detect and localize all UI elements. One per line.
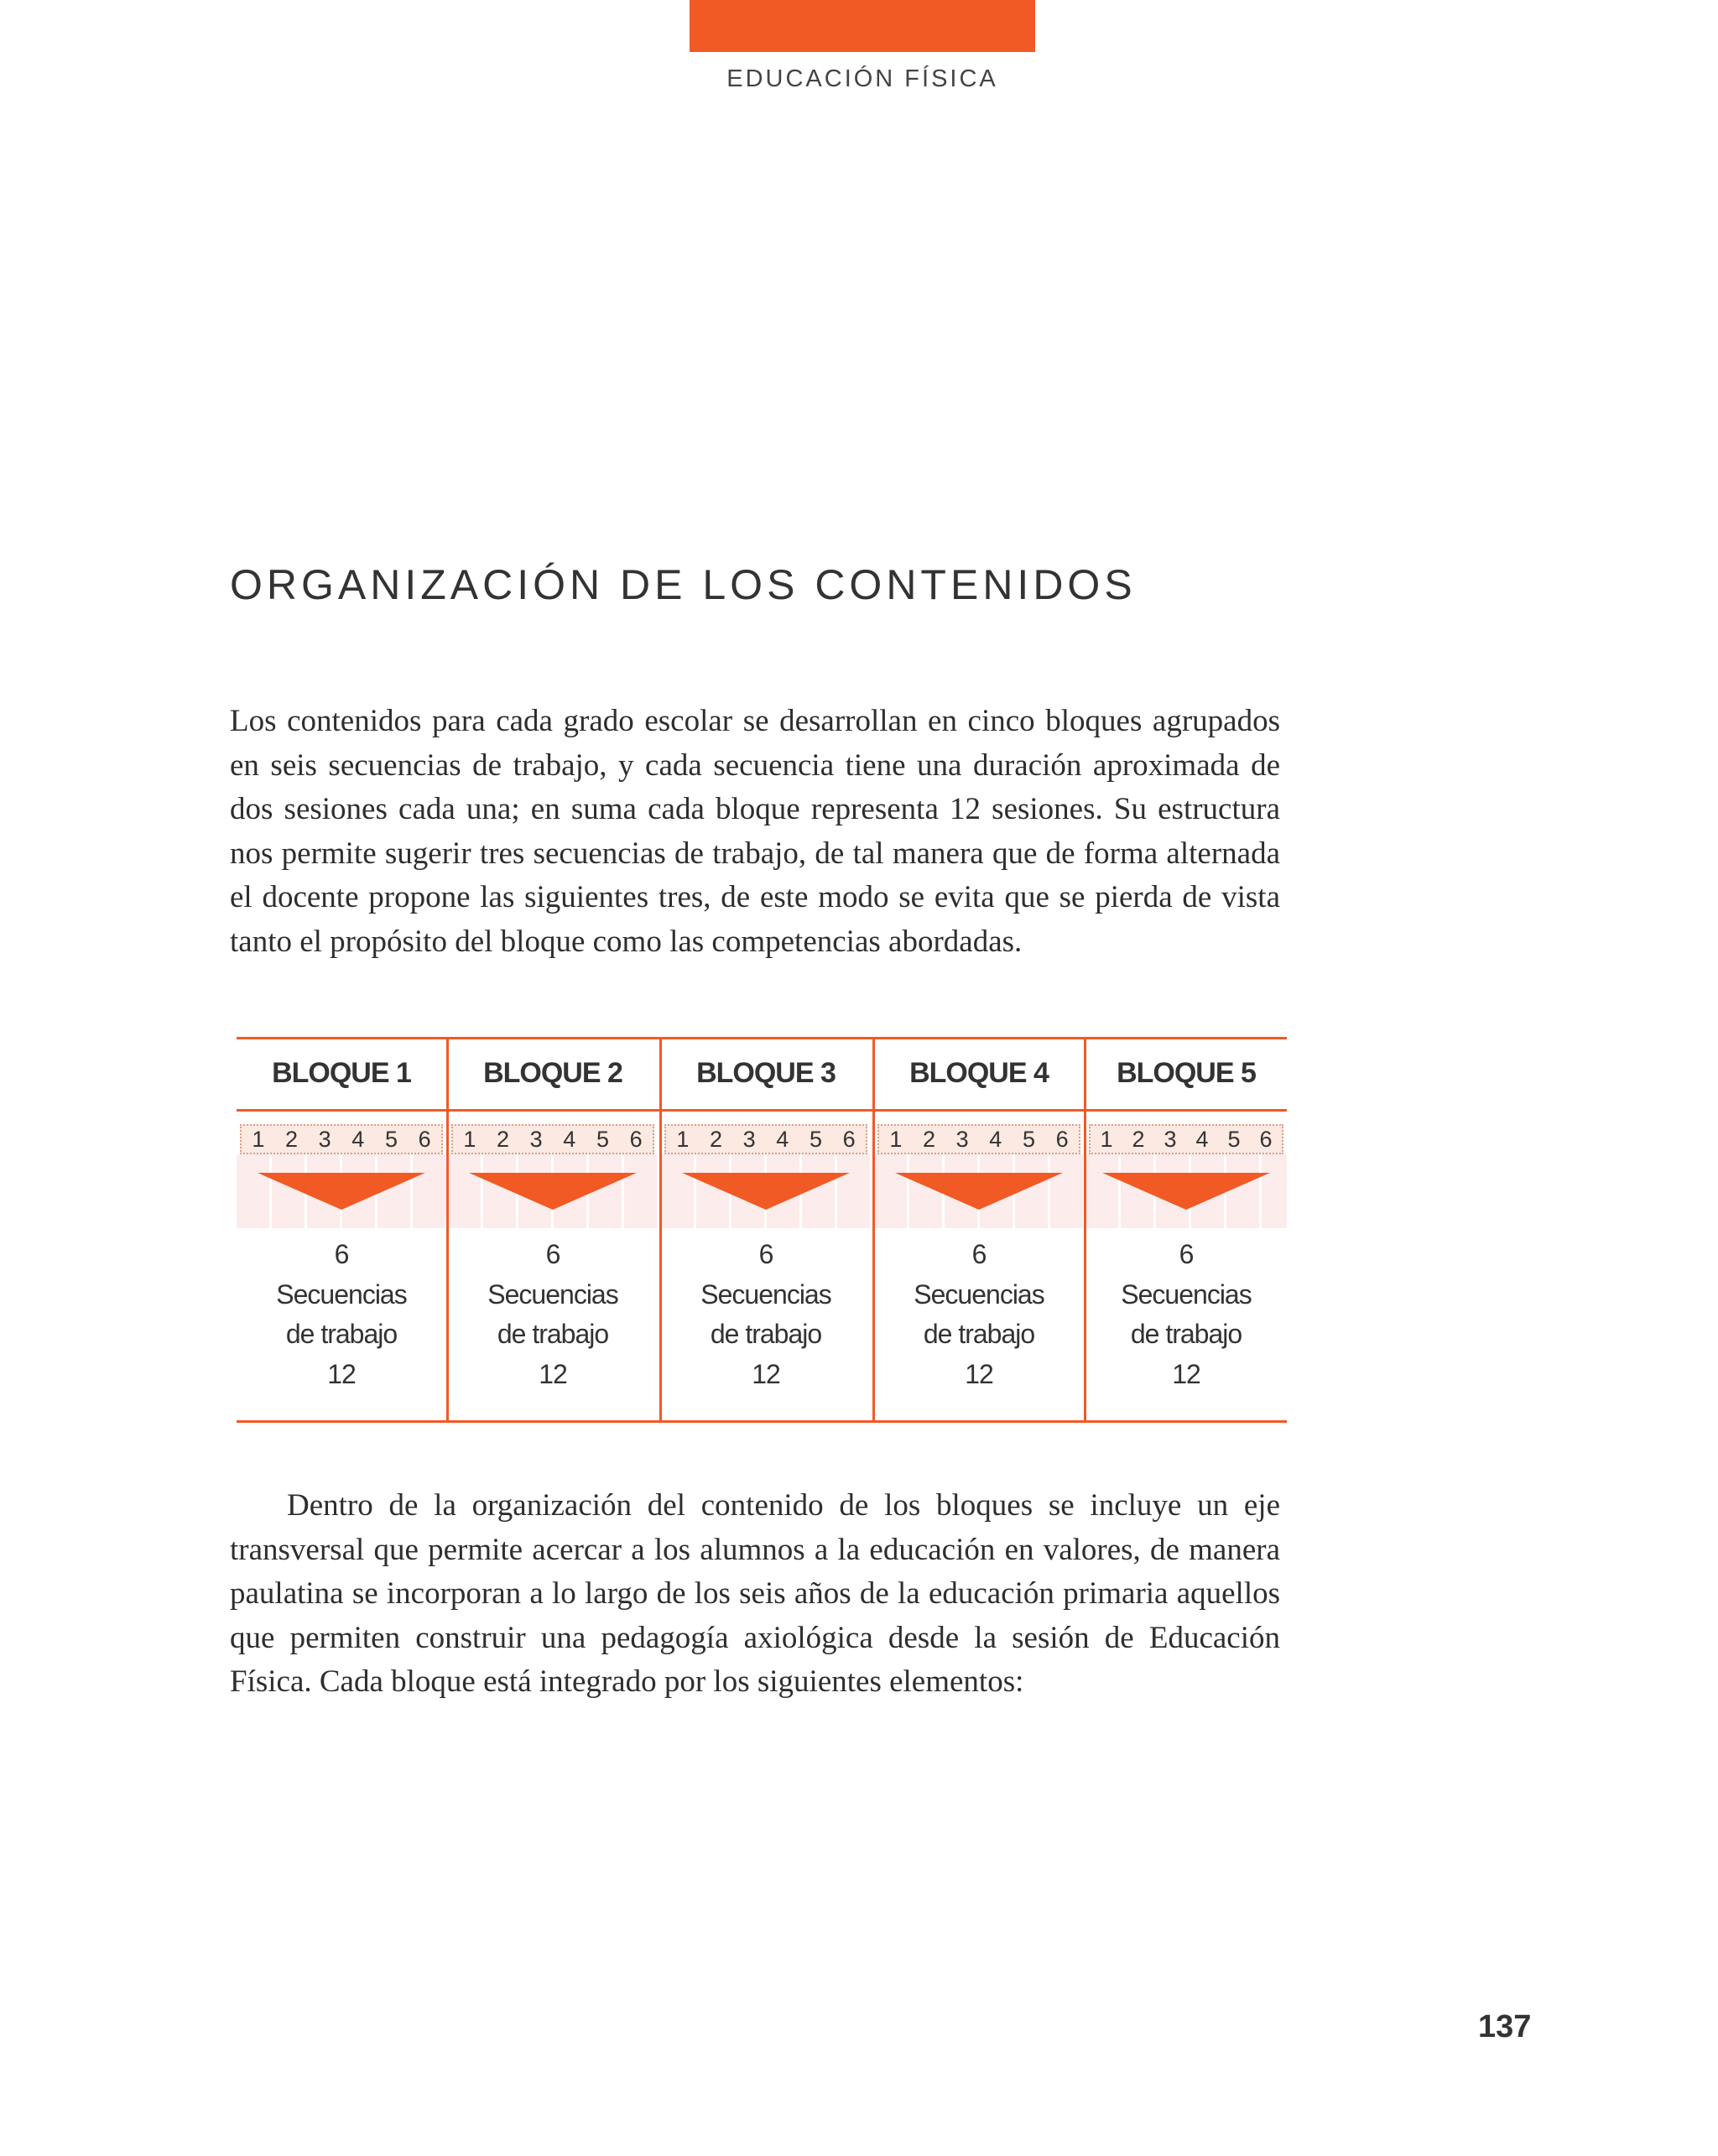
block-count: 6 (1179, 1239, 1194, 1269)
block-header: BLOQUE 4 (909, 1056, 1049, 1089)
session-number: 5 (1227, 1126, 1241, 1152)
session-number: 1 (252, 1126, 265, 1152)
column-divider (1084, 1037, 1086, 1423)
session-number: 1 (889, 1126, 903, 1152)
block-column-1 (237, 1037, 446, 1423)
down-arrow-icon (258, 1173, 425, 1210)
blocks-table (237, 1037, 1287, 1423)
session-number: 4 (776, 1126, 789, 1152)
session-number: 6 (1055, 1126, 1069, 1152)
block-label1: Secuencias (700, 1278, 831, 1310)
block-label2: de trabajo (285, 1319, 398, 1349)
session-number: 3 (955, 1126, 969, 1152)
session-number: 4 (563, 1126, 576, 1152)
session-number: 5 (384, 1126, 398, 1152)
page-number: 137 (1478, 2009, 1532, 2044)
session-number: 5 (596, 1126, 609, 1152)
block-summary (448, 1235, 658, 1394)
session-numbers (240, 1124, 443, 1154)
block-label2: de trabajo (710, 1319, 822, 1349)
session-number: 1 (1100, 1126, 1113, 1152)
session-number: 2 (922, 1126, 935, 1152)
block-label1: Secuencias (1121, 1278, 1252, 1310)
block-column-3 (661, 1037, 871, 1423)
block-label2: de trabajo (497, 1319, 609, 1349)
session-number: 2 (496, 1126, 509, 1152)
session-number: 1 (676, 1126, 690, 1152)
session-number: 6 (629, 1126, 643, 1152)
section-title: ORGANIZACIÓN DE LOS CONTENIDOS (230, 561, 1137, 608)
session-number: 3 (318, 1126, 331, 1152)
block-total: 12 (327, 1358, 356, 1389)
session-number: 5 (1022, 1126, 1035, 1152)
session-numbers (877, 1124, 1080, 1154)
down-arrow-icon (1102, 1173, 1270, 1210)
session-number: 3 (742, 1126, 756, 1152)
block-column-4 (874, 1037, 1084, 1423)
session-number: 3 (1164, 1126, 1177, 1152)
block-total: 12 (539, 1358, 567, 1389)
session-number: 6 (418, 1126, 431, 1152)
block-header: BLOQUE 2 (483, 1056, 622, 1089)
session-number: 1 (463, 1126, 476, 1152)
session-number: 4 (989, 1126, 1002, 1152)
block-header: BLOQUE 5 (1117, 1056, 1256, 1089)
block-count: 6 (971, 1239, 987, 1269)
block-total: 12 (752, 1358, 780, 1389)
block-count: 6 (334, 1239, 349, 1269)
block-count: 6 (545, 1239, 560, 1269)
block-summary (874, 1235, 1084, 1394)
block-summary (1085, 1235, 1287, 1394)
block-total: 12 (965, 1358, 993, 1389)
body-paragraph: Dentro de la organización del contenido de los bloques se incluye un eje transversal que permite acercar a los alumnos a la educación en valores, de manera paulatina se incorporan a lo largo de los seis años de la educación primaria aquellos que permiten construir una pedagogía axiológica desde la sesión de Educación Física. Cada bloque está integrado por los siguientes elementos: (230, 1488, 1280, 1699)
session-number: 3 (529, 1126, 543, 1152)
block-header: BLOQUE 1 (272, 1056, 411, 1089)
session-numbers (1089, 1124, 1283, 1154)
session-number: 2 (709, 1126, 722, 1152)
down-arrow-icon (895, 1173, 1063, 1210)
header-accent-bar (690, 0, 1035, 52)
block-total: 12 (1172, 1358, 1200, 1389)
block-summary (661, 1235, 871, 1394)
session-numbers (451, 1124, 654, 1154)
session-number: 2 (284, 1126, 298, 1152)
block-label1: Secuencias (487, 1278, 618, 1310)
session-number: 4 (351, 1126, 365, 1152)
session-numbers (664, 1124, 867, 1154)
session-number: 6 (842, 1126, 856, 1152)
column-divider (446, 1037, 449, 1423)
block-label2: de trabajo (923, 1319, 1035, 1349)
block-count: 6 (758, 1239, 773, 1269)
down-arrow-icon (682, 1173, 850, 1210)
intro-paragraph: Los contenidos para cada grado escolar se desarrollan en cinco bloques agrupados en seis secuencias de trabajo, y cada secuencia tiene una duración aproximada de dos sesiones cada una; en suma cada bloque representa 12 sesiones. Su estructura nos permite sugerir tres secuencias de trabajo, de tal manera que de forma alternada el docente propone las siguientes tres, de este modo se evita que se pierda de vista tanto el propósito del bloque como las competencias abordadas. (230, 704, 1280, 959)
column-divider (659, 1037, 662, 1423)
block-column-2 (448, 1037, 658, 1423)
block-header: BLOQUE 3 (696, 1056, 836, 1089)
column-divider (872, 1037, 875, 1423)
block-summary (237, 1235, 446, 1394)
block-label1: Secuencias (276, 1278, 407, 1310)
session-number: 2 (1132, 1126, 1145, 1152)
session-number: 5 (809, 1126, 822, 1152)
down-arrow-icon (469, 1173, 637, 1210)
block-column-5 (1085, 1037, 1287, 1423)
running-head: EDUCACIÓN FÍSICA (726, 65, 998, 92)
session-number: 4 (1195, 1126, 1209, 1152)
block-label2: de trabajo (1130, 1319, 1242, 1349)
block-label1: Secuencias (914, 1278, 1044, 1310)
session-number: 6 (1259, 1126, 1273, 1152)
